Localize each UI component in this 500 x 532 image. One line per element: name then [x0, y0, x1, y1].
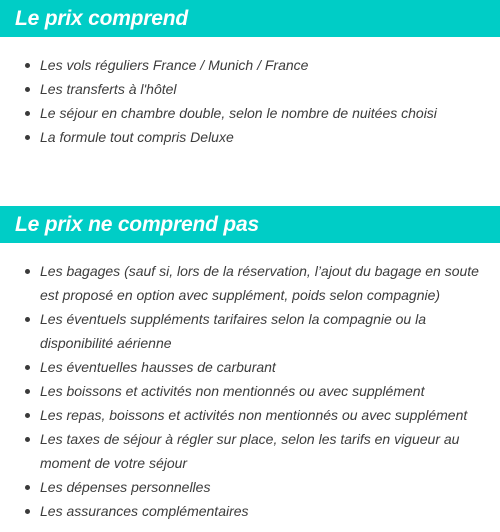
list-item — [0, 379, 492, 403]
bullet-dot-icon — [25, 87, 30, 92]
list-item-text: Les assurances complémentaires — [40, 503, 249, 519]
list-item-text: Les transferts à l'hôtel — [40, 81, 177, 97]
bullet-dot-icon — [25, 269, 30, 274]
list-item — [0, 427, 492, 475]
bullet-dot-icon — [25, 389, 30, 394]
list-item-text: Les dépenses personnelles — [40, 479, 211, 495]
price-excluded-title: Le prix ne comprend pas — [15, 212, 259, 236]
list-item — [0, 499, 492, 523]
list-item-text: Les éventuelles hausses de carburant — [40, 359, 276, 375]
price-excluded-section — [0, 206, 500, 523]
list-item — [0, 259, 492, 307]
price-included-section — [0, 0, 500, 149]
price-excluded-list — [0, 259, 500, 523]
list-item-text: Les vols réguliers France / Munich / France — [40, 57, 309, 73]
list-item-text: Les éventuels suppléments tarifaires selon la compagnie ou la disponibilité aérienne — [40, 311, 427, 351]
bullet-dot-icon — [25, 437, 30, 442]
list-item — [0, 53, 492, 77]
list-item — [0, 403, 492, 427]
list-item-text: Les boissons et activités non mentionnés ou avec supplément — [40, 383, 425, 399]
list-item-text: Les repas, boissons et activités non mentionnés ou avec supplément — [40, 407, 468, 423]
list-item-text: Les bagages (sauf si, lors de la réservation, l’ajout du bagage en soute est proposé en option avec supplément, poids selon compagnie) — [40, 263, 479, 303]
price-included-title: Le prix comprend — [15, 6, 189, 30]
list-item — [0, 475, 492, 499]
bullet-dot-icon — [25, 63, 30, 68]
price-included-list — [0, 53, 500, 149]
bullet-dot-icon — [25, 111, 30, 116]
list-item — [0, 125, 492, 149]
bullet-dot-icon — [25, 509, 30, 514]
list-item — [0, 77, 492, 101]
bullet-dot-icon — [25, 317, 30, 322]
list-item-text: Le séjour en chambre double, selon le nombre de nuitées choisi — [40, 105, 437, 121]
price-excluded-header — [0, 206, 500, 243]
bullet-dot-icon — [25, 485, 30, 490]
list-item — [0, 307, 492, 355]
bullet-dot-icon — [25, 135, 30, 140]
bullet-dot-icon — [25, 365, 30, 370]
list-item — [0, 101, 492, 125]
list-item-text: Les taxes de séjour à régler sur place, selon les tarifs en vigueur au moment de votre séjour — [40, 431, 460, 471]
bullet-dot-icon — [25, 413, 30, 418]
list-item-text: La formule tout compris Deluxe — [40, 129, 234, 145]
price-included-header — [0, 0, 500, 37]
list-item — [0, 355, 492, 379]
